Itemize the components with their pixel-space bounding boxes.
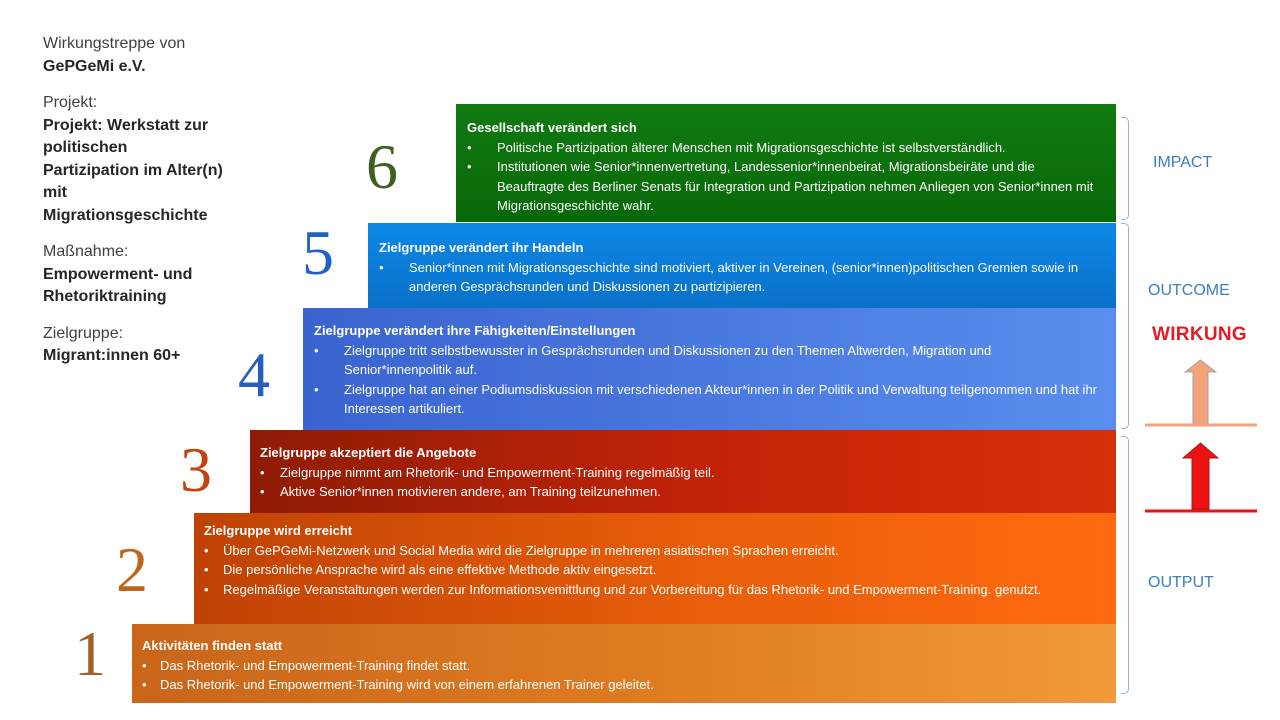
step-title: Aktivitäten finden statt (142, 638, 283, 653)
output-arrow-icon (1145, 441, 1257, 514)
info-panel (43, 33, 248, 368)
step-number-2: 2 (116, 534, 148, 605)
project-line: Migrationsgeschichte (43, 206, 208, 224)
step-title: Zielgruppe akzeptiert die Angebote (260, 445, 477, 460)
wirkung-label: WIRKUNG (1152, 324, 1247, 345)
step-bullet: • Die persönliche Ansprache wird als eine effektive Methode aktiv eingesetzt. (204, 560, 1102, 580)
step-title: Zielgruppe verändert ihr Handeln (379, 240, 584, 255)
impact-bracket (1121, 117, 1129, 220)
step-bullet: • Das Rhetorik- und Empowerment-Training findet statt. (142, 656, 1102, 676)
organization-name: GePGeMi e.V. (43, 57, 146, 75)
step-number-5: 5 (302, 217, 334, 288)
step-5-box (368, 223, 1116, 308)
output-label: OUTPUT (1148, 574, 1214, 591)
outcome-bracket (1121, 223, 1129, 429)
output-bracket (1121, 436, 1129, 694)
step-6-box (456, 104, 1116, 222)
step-bullet: • Politische Partizipation älterer Menschen mit Migrationsgeschichte ist selbstverständlich. (467, 138, 1102, 158)
step-bullet: • Senior*innen mit Migrationsgeschichte sind motiviert, aktiver in Vereinen, (senior*innen)politischen Gremien sowie in anderen Gesprächsrunden und Diskussionen zu partizipieren. (379, 258, 1102, 297)
step-number-4: 4 (238, 339, 270, 410)
step-number-6: 6 (366, 131, 398, 202)
step-title: Gesellschaft verändert sich (467, 120, 637, 135)
step-bullet: • Aktive Senior*innen motivieren andere, am Training teilzunehmen. (260, 482, 1102, 502)
step-number-1: 1 (74, 618, 106, 689)
project-line: mit (43, 184, 67, 201)
measure-label: Maßnahme: (43, 243, 129, 260)
step-bullet: • Das Rhetorik- und Empowerment-Training wird von einem erfahrenen Trainer geleitet. (142, 675, 1102, 695)
step-bullet: • Institutionen wie Senior*innenvertretung, Landessenior*innenbeirat, Migrationsbeiräte und die Beauftragte des Berliner Senats für Integration und Partizipation nehmen Anliegen von Senior*innen mit Migrationsgeschichte wahr. (467, 157, 1102, 216)
step-3-box (250, 430, 1116, 513)
step-1-box (132, 624, 1116, 703)
step-title: Zielgruppe verändert ihre Fähigkeiten/Einstellungen (314, 323, 636, 338)
step-title: Zielgruppe wird erreicht (204, 523, 353, 538)
step-2-box (194, 513, 1116, 624)
step-number-3: 3 (180, 434, 212, 505)
heading-line: Wirkungstreppe von (43, 35, 186, 52)
measure-line: Empowerment- und (43, 265, 193, 283)
step-bullet: • Zielgruppe hat an einer Podiumsdiskussion mit verschiedenen Akteur*innen in der Politik und Verwaltung teilgenommen und hat ihr Interessen artikuliert. (314, 380, 1102, 419)
step-4-box (303, 308, 1116, 430)
target-label: Zielgruppe: (43, 324, 124, 342)
target-value: Migrant:innen 60+ (43, 347, 181, 364)
project-line: politischen (43, 139, 128, 156)
step-bullet: • Zielgruppe nimmt am Rhetorik- und Empowerment-Training regelmäßig teil. (260, 463, 1102, 483)
project-line: Partizipation im Alter(n) (43, 161, 223, 179)
measure-line: Rhetoriktraining (43, 288, 167, 305)
step-bullet: • Regelmäßige Veranstaltungen werden zur Informationsvemittlung und zur Vorbereitung für das Rhetorik- und Empowerment-Training. genutzt. (204, 580, 1102, 600)
outcome-label: OUTCOME (1148, 282, 1230, 299)
step-bullet: • Zielgruppe tritt selbstbewusster in Gesprächsrunden und Diskussionen zu den Themen Altwerden, Migration und Senior*innenpolitik auf. (314, 341, 1102, 380)
impact-label: IMPACT (1153, 154, 1213, 171)
outcome-arrow-icon (1145, 358, 1257, 430)
project-label: Projekt: (43, 94, 98, 111)
step-bullet: • Über GePGeMi-Netzwerk und Social Media wird die Zielgruppe in mehreren asiatischen Sprachen erreicht. (204, 541, 1102, 561)
project-line: Projekt: Werkstatt zur (43, 116, 209, 134)
